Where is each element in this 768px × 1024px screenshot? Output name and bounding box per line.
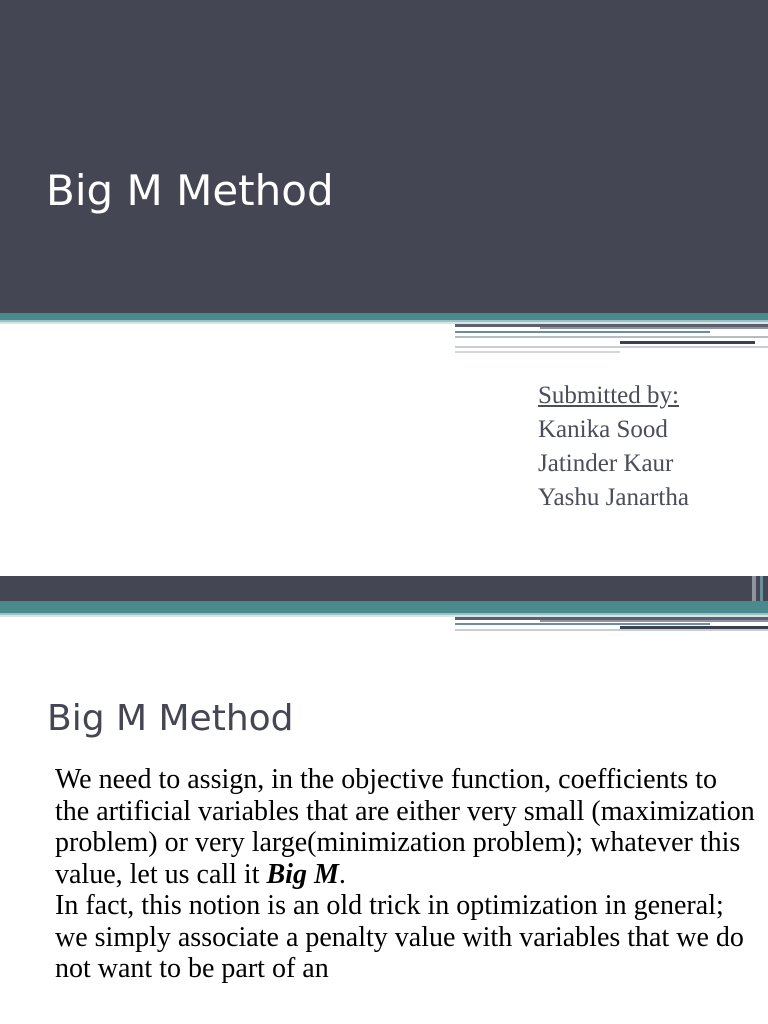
paragraph [55, 764, 755, 890]
author-name: Jatinder Kaur [538, 450, 674, 477]
author-name: Yashu Janartha [538, 484, 689, 511]
submitted-by-label: Submitted by: [538, 382, 679, 409]
slide-body [55, 764, 755, 985]
slide-title: Big M Method [46, 166, 334, 215]
slide-title: Big M Method [47, 698, 294, 739]
emphasis-text: Big M [266, 858, 339, 890]
top-band [0, 576, 768, 601]
author-block [538, 379, 689, 515]
paragraph-text: We need to assign, in the objective function, coefficients to the artificial variables that are either very small (maximization problem) or very large(minimization problem); whatever this value, let us call it [55, 764, 755, 890]
content-slide [0, 576, 768, 1024]
title-band [0, 0, 768, 313]
author-name: Kanika Sood [538, 416, 668, 443]
paragraph-end: . [338, 858, 346, 890]
paragraph: In fact, this notion is an old trick in optimization in general; we simply associate a penalty value with variables that we do not want to be part of an [55, 890, 744, 984]
